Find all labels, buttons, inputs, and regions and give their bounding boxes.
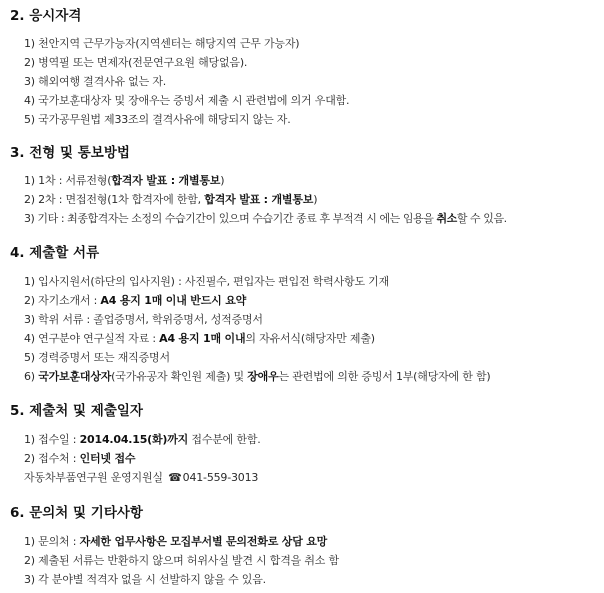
item-text: 2) 2차 : 면접전형(1차 합격자에 한함,	[24, 193, 205, 206]
list-item: 3) 해외여행 결격사유 없는 자.	[24, 75, 167, 88]
item-emphasis: 합격자 발표 : 개별통보	[111, 174, 221, 187]
section-title: 2. 응시자격	[10, 8, 82, 24]
item-text: 는 관련법에 의한 증빙서 1부(해당자에 한 함)	[278, 370, 491, 383]
list-item	[24, 173, 224, 189]
list-item: 1) 천안지역 근무가능자(지역센터는 해당지역 근무 가능자)	[24, 37, 300, 50]
item-text: 2) 자기소개서 :	[24, 294, 101, 307]
list-item: 5) 경력증명서 또는 재직증명서	[24, 351, 170, 364]
item-text: 의 자유서식(해당자만 제출)	[245, 332, 375, 345]
list-item: 4) 국가보훈대상자 및 장애우는 증빙서 제출 시 관련법에 의거 우대함.	[24, 94, 350, 107]
item-text: )	[313, 193, 318, 206]
item-text: 6)	[24, 370, 39, 383]
section-title: 4. 제출할 서류	[10, 245, 100, 261]
item-emphasis: A4 용지 1매 이내 반드시 요약	[100, 294, 247, 307]
section-title: 6. 문의처 및 기타사항	[10, 505, 143, 521]
section-title: 3. 전형 및 통보방법	[10, 145, 130, 161]
item-emphasis: 합격자 발표 : 개별통보	[204, 193, 314, 206]
list-item	[24, 432, 261, 448]
list-item	[24, 293, 246, 309]
item-text: 자동차부품연구원 운영지원실	[24, 471, 167, 484]
contact-line	[24, 470, 258, 486]
list-item	[24, 451, 135, 467]
item-emphasis: 취소	[436, 212, 457, 225]
item-text: 1) 1차 : 서류전형(	[24, 174, 112, 187]
item-text: 2) 접수처 :	[24, 452, 80, 465]
section-title: 5. 제출처 및 제출일자	[10, 403, 143, 419]
list-item	[24, 331, 375, 347]
item-text: 4) 연구분야 연구실적 자료 :	[24, 332, 160, 345]
item-text: 1) 문의처 :	[24, 535, 80, 548]
item-text: 3) 기타 : 최종합격자는 소정의 수습기간이 있으며 수습기간 종료 후 부적격 시 에는 임용을	[24, 212, 437, 225]
item-emphasis: 자세한 업무사항은 모집부서별 문의전화로 상담 요망	[79, 535, 328, 548]
list-item: 5) 국가공무원법 제33조의 결격사유에 해당되지 않는 자.	[24, 113, 291, 126]
deadline-date: 2014.04.15(화)까지	[79, 433, 189, 446]
item-emphasis: A4 용지 1매 이내	[159, 332, 246, 345]
item-text: 할 수 있음.	[456, 212, 507, 225]
item-text: 1) 접수일 :	[24, 433, 80, 446]
list-item: 2) 병역필 또는 면제자(전문연구요원 해당없음).	[24, 56, 248, 69]
list-item	[24, 534, 327, 550]
list-item: 3) 각 분야별 적격자 없을 시 선발하지 않을 수 있음.	[24, 573, 266, 586]
item-emphasis: 국가보훈대상자	[38, 370, 112, 383]
list-item: 1) 입사지원서(하단의 입사지원) : 사진필수, 편입자는 편입전 학력사항도 기재	[24, 275, 390, 288]
list-item	[24, 369, 491, 385]
item-text: (국가유공자 확인원 제출) 및	[111, 370, 248, 383]
list-item: 3) 학위 서류 : 졸업증명서, 학위증명서, 성적증명서	[24, 313, 263, 326]
list-item	[24, 211, 507, 227]
item-emphasis: 인터넷 접수	[79, 452, 136, 465]
list-item	[24, 192, 317, 208]
item-emphasis: 장애우	[247, 370, 279, 383]
phone-icon: ☎	[168, 471, 182, 484]
list-item: 2) 제출된 서류는 반환하지 않으며 허위사실 발견 시 합격을 취소 함	[24, 554, 339, 567]
item-text: )	[220, 174, 225, 187]
item-text: 접수분에 한함.	[188, 433, 261, 446]
phone-number: 041-559-3013	[182, 471, 259, 484]
